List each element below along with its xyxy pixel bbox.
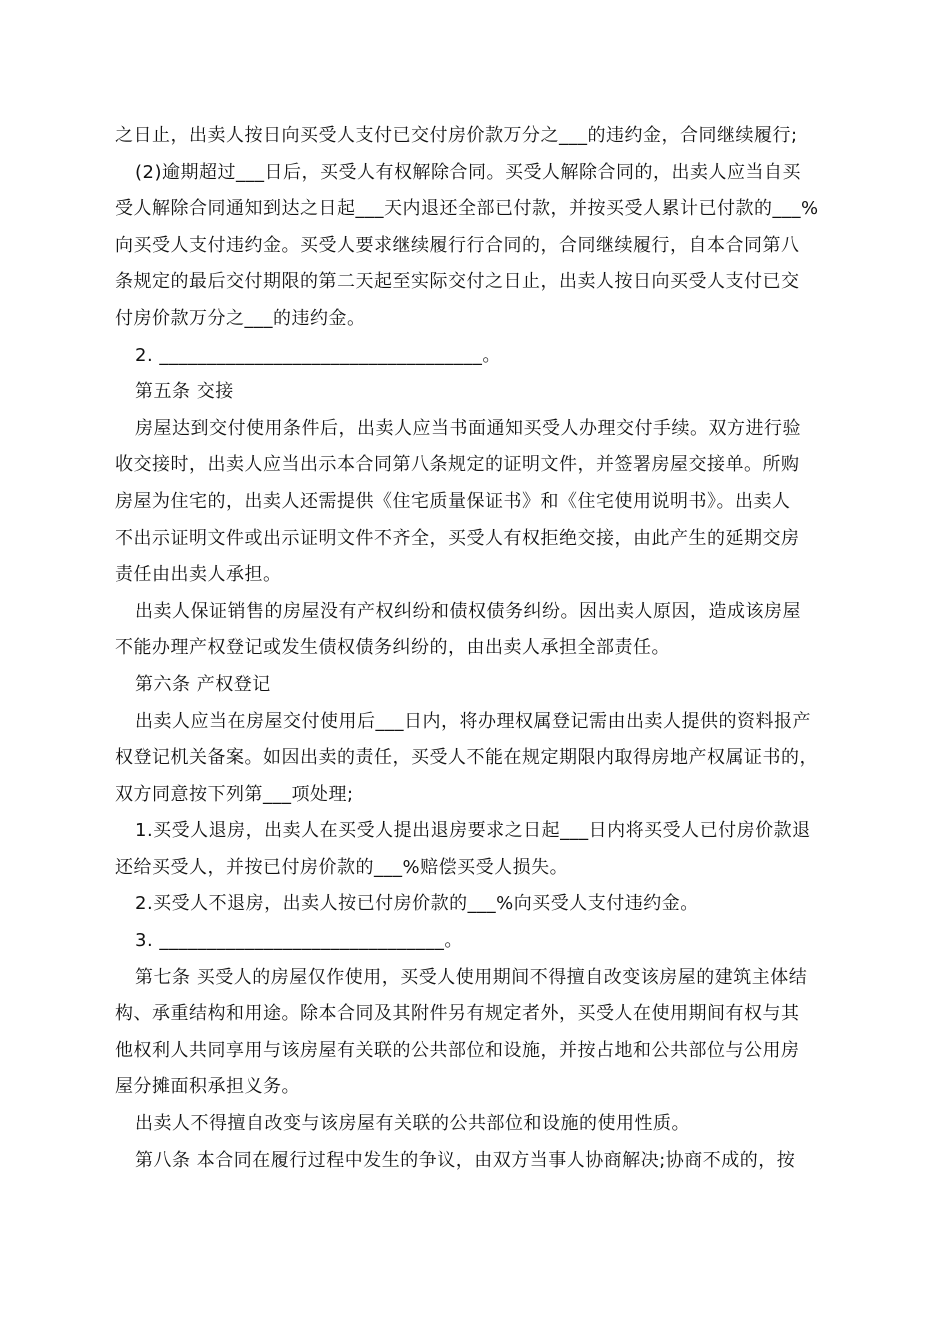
text-line: 3. ______________________________。 [135, 930, 463, 952]
text-line: 1.买受人退房，出卖人在买受人提出退房要求之日起___日内将买受人已付房价款退 [135, 820, 811, 842]
text-line: 出卖人不得擅自改变与该房屋有关联的公共部位和设施的使用性质。 [135, 1113, 690, 1135]
text-line: 他权利人共同享用与该房屋有关联的公共部位和设施，并按占地和公共部位与公用房 [115, 1039, 800, 1061]
text-line: 第五条 交接 [135, 381, 234, 403]
text-line: 第七条 买受人的房屋仅作使用，买受人使用期间不得擅自改变该房屋的建筑主体结 [135, 966, 808, 988]
text-line: 付房价款万分之___的违约金。 [115, 307, 366, 329]
text-line: 房屋达到交付使用条件后，出卖人应当书面通知买受人办理交付手续。双方进行验 [135, 417, 801, 439]
text-line: 第六条 产权登记 [135, 673, 271, 695]
text-line: 出卖人保证销售的房屋没有产权纠纷和债权债务纠纷。因出卖人原因，造成该房屋 [135, 600, 801, 622]
text-line: 第八条 本合同在履行过程中发生的争议，由双方当事人协商解决;协商不成的，按 [135, 1149, 796, 1171]
text-line: 权登记机关备案。如因出卖的责任，买受人不能在规定期限内取得房地产权属证书的， [115, 747, 818, 769]
text-line: 2. __________________________________。 [135, 344, 501, 366]
text-line: (2)逾期超过___日后，买受人有权解除合同。买受人解除合同的，出卖人应当自买 [135, 161, 801, 183]
text-line: 之日止，出卖人按日向买受人支付已交付房价款万分之___的违约金，合同继续履行; [115, 125, 798, 146]
text-line: 构、承重结构和用途。除本合同及其附件另有规定者外，买受人在使用期间有权与其 [115, 1003, 800, 1025]
text-line: 受人解除合同通知到达之日起___天内退还全部已付款，并按买受人累计已付款的___% [115, 198, 819, 220]
text-line: 还给买受人，并按已付房价款的___%赔偿买受人损失。 [115, 856, 569, 878]
document-body [115, 118, 855, 1179]
text-line: 双方同意按下列第___项处理; [115, 783, 354, 805]
text-line: 出卖人应当在房屋交付使用后___日内，将办理权属登记需由出卖人提供的资料报产 [135, 710, 811, 732]
text-line: 条规定的最后交付期限的第二天起至实际交付之日止，出卖人按日向买受人支付已交 [115, 271, 800, 293]
text-line: 不能办理产权登记或发生债权债务纠纷的，由出卖人承担全部责任。 [115, 637, 670, 659]
text-line: 不出示证明文件或出示证明文件不齐全，买受人有权拒绝交接，由此产生的延期交房 [115, 527, 800, 549]
text-line: 房屋为住宅的，出卖人还需提供《住宅质量保证书》和《住宅使用说明书》。出卖人 [115, 490, 791, 512]
text-line: 2.买受人不退房，出卖人按已付房价款的___%向买受人支付违约金。 [135, 893, 699, 915]
text-line: 收交接时，出卖人应当出示本合同第八条规定的证明文件，并签署房屋交接单。所购 [115, 454, 800, 476]
text-line: 责任由出卖人承担。 [115, 564, 282, 586]
text-line: 屋分摊面积承担义务。 [115, 1076, 300, 1098]
text-line: 向买受人支付违约金。买受人要求继续履行行合同的，合同继续履行，自本合同第八 [115, 234, 800, 256]
